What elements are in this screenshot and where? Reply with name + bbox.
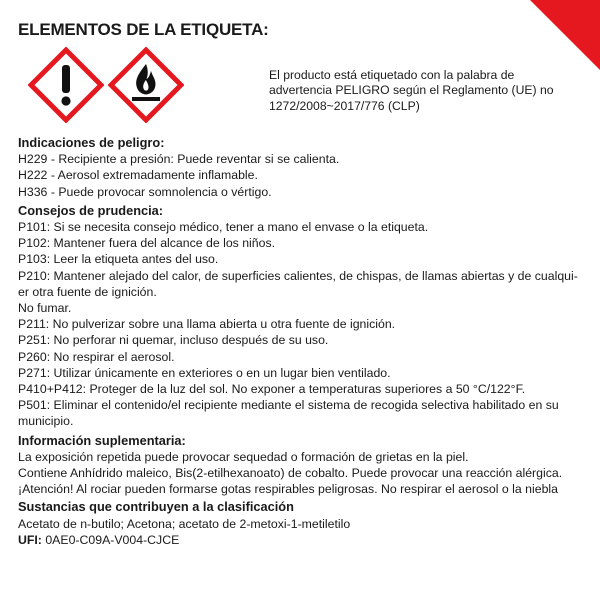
precautionary-statement: P260: No respirar el aerosol. <box>18 349 175 364</box>
supplementary-information-heading: Información suplementaria: <box>18 432 186 448</box>
label-content <box>18 135 583 548</box>
precautionary-statement: P210: Mantener alejado del calor, de superficies calientes, de chispas, de llamas abiertas y de cualqui-er otra fuente de ignición. <box>18 268 578 299</box>
contributing-substances-list: Acetato de n-butilo; Acetona; acetato de 2-metoxi-1-metiletilo <box>18 516 351 531</box>
hazard-statement: H222 - Aerosol extremadamente inflamable. <box>18 168 258 183</box>
precautionary-statement: P101: Si se necesita consejo médico, tener a mano el envase o la etiqueta. <box>18 220 429 235</box>
precautionary-statement: P501: Eliminar el contenido/el recipiente mediante el sistema de recogida selectiva habilitado en su municipio. <box>18 398 559 429</box>
supplementary-statement: La exposición repetida puede provocar sequedad o formación de grietas en la piel. <box>18 449 469 464</box>
exclamation-mark-icon <box>28 47 104 123</box>
precautionary-statements <box>18 203 583 430</box>
precautionary-statement: P103: Leer la etiqueta antes del uso. <box>18 252 219 267</box>
contributing-substances <box>18 499 583 531</box>
precautionary-statements-heading: Consejos de prudencia: <box>18 202 164 218</box>
flame-icon <box>108 47 184 123</box>
hazard-statements <box>18 135 583 200</box>
hazard-statement: H336 - Puede provocar somnolencia o vértigo. <box>18 184 272 199</box>
hazard-statement: H229 - Recipiente a presión: Puede reventar si se calienta. <box>18 152 340 167</box>
precautionary-statement: P102: Mantener fuera del alcance de los niños. <box>18 236 276 251</box>
page-title: ELEMENTOS DE LA ETIQUETA: <box>18 20 269 39</box>
hazard-statements-heading: Indicaciones de peligro: <box>18 135 165 150</box>
precautionary-statement: P211: No pulverizar sobre una llama abierta u otra fuente de ignición. <box>18 317 396 332</box>
supplementary-information <box>18 433 583 498</box>
contributing-substances-heading: Sustancias que contribuyen a la clasificación <box>18 499 294 515</box>
precautionary-statement: No fumar. <box>18 301 72 316</box>
ufi-code <box>18 532 583 548</box>
supplementary-statement: ¡Atención! Al rociar pueden formarse gotas respirables peligrosas. No respirar el aerosol o la niebla <box>18 482 558 497</box>
ufi-label: UFI: <box>18 532 42 547</box>
corner-accent <box>530 0 600 70</box>
precautionary-statement: P251: No perforar ni quemar, incluso después de su uso. <box>18 333 329 348</box>
precautionary-statement: P410+P412: Proteger de la luz del sol. No exponer a temperaturas superiores a 50 °C/122°F. <box>18 382 526 397</box>
ufi-value: 0AE0-C09A-V004-CJCE <box>45 532 180 547</box>
precautionary-statement: P271: Utilizar únicamente en exteriores o en un lugar bien ventilado. <box>18 365 391 380</box>
signal-word-statement: El producto está etiquetado con la palabra de advertencia PELIGRO según el Reglamento (UE) no 1272/2008~2017/776 (CLP) <box>269 68 554 113</box>
ghs-pictograms <box>28 47 198 123</box>
supplementary-statement: Contiene Anhídrido maleico, Bis(2-etilhexanoato) de cobalto. Puede provocar una reacción alérgica. <box>18 466 563 481</box>
